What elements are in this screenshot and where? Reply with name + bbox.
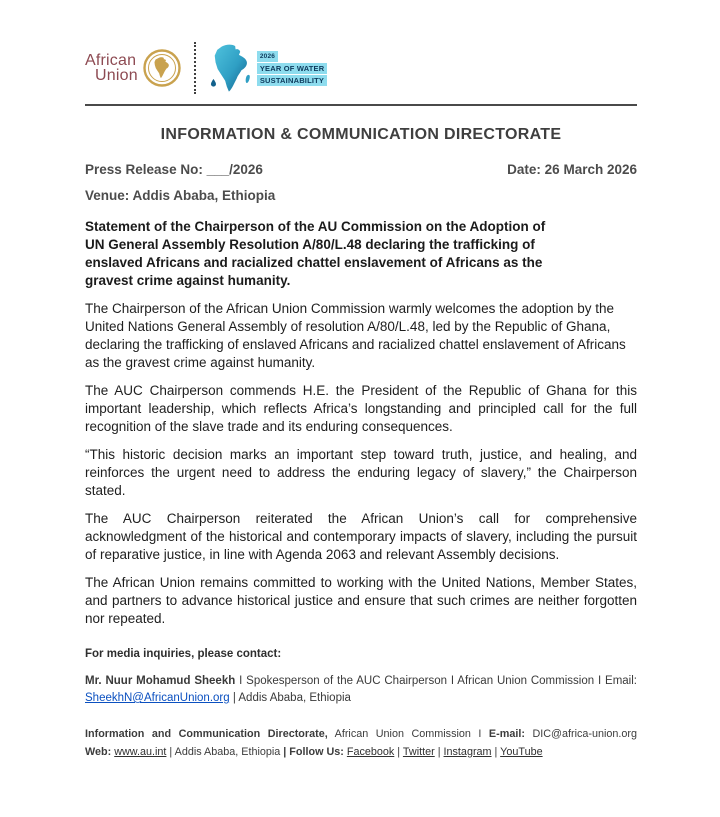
theme-logo-text — [257, 51, 328, 86]
press-release-number: Press Release No: ___/2026 — [85, 162, 263, 177]
footer-directorate: Information and Communication Directorate, — [85, 728, 328, 740]
twitter-link[interactable]: Twitter — [402, 746, 435, 758]
follow-us-label: | Follow Us: — [283, 746, 347, 758]
footer-line-1 — [85, 725, 637, 743]
contact-text: I Spokesperson of the AUC Chairperson I African Union Commission I Email: — [235, 675, 637, 687]
theme-year-logo — [210, 44, 328, 92]
theme-logo-line2: SUSTAINABILITY — [257, 75, 327, 86]
separator: | — [394, 746, 403, 758]
statement-title: Statement of the Chairperson of the AU Commission on the Adoption of UN General Assembly Resolution A/80/L.48 declaring the trafficking of enslaved Africans and racialized chattel enslavement of Africans as the gravest crime against humanity. — [85, 219, 546, 288]
youtube-link[interactable]: YouTube — [500, 746, 543, 758]
theme-year-badge: 2026 — [257, 51, 278, 62]
instagram-link[interactable]: Instagram — [443, 746, 492, 758]
statement-paragraph: The AUC Chairperson commends H.E. the President of the Republic of Ghana for this important leadership, which reflects Africa’s longstanding and principled call for the full recognition of the slave trade and its enduring consequences. — [85, 383, 637, 434]
footer-commission: African Union Commission I — [327, 728, 489, 740]
footer — [85, 725, 637, 761]
statement-paragraph: “This historic decision marks an important step toward truth, justice, and healing, and reinforces the urgent need to address the enduring legacy of slavery,” the Chairperson stated. — [85, 447, 637, 498]
header-logos — [85, 40, 637, 96]
venue-label: Venue: Addis Ababa, Ethiopia — [85, 188, 276, 203]
footer-web-label: Web: — [85, 746, 115, 758]
directorate-title: INFORMATION & COMMUNICATION DIRECTORATE — [160, 126, 562, 143]
theme-logo-line1: YEAR OF WATER — [257, 63, 328, 74]
statement-body — [85, 300, 637, 628]
header-rule — [85, 104, 637, 106]
footer-email-address: DIC@africa-union.org — [524, 728, 638, 740]
facebook-link[interactable]: Facebook — [346, 746, 395, 758]
au-logo-line1: African — [85, 52, 137, 69]
au-emblem-icon — [142, 48, 182, 88]
statement-paragraph: The African Union remains committed to working with the United Nations, Member States, and partners to advance historical justice and ensure that such crimes are neither forgotten nor repeated. — [85, 575, 637, 626]
email-link[interactable]: SheekhN@AfricanUnion.org — [85, 692, 230, 704]
spokesperson-name: Mr. Nuur Mohamud Sheekh — [85, 675, 236, 687]
footer-location: | Addis Ababa, Ethiopia — [166, 746, 284, 758]
au-logo-line2: Union — [95, 67, 138, 84]
african-union-logo — [85, 48, 182, 88]
website-link[interactable]: www.au.int — [114, 746, 167, 758]
press-release-row — [85, 162, 637, 177]
footer-email-label: E-mail: — [488, 728, 525, 740]
africa-map-icon — [210, 44, 252, 92]
separator: | — [491, 746, 501, 758]
media-inquiries-heading: For media inquiries, please contact: — [85, 648, 282, 660]
statement-paragraph: The Chairperson of the African Union Commission warmly welcomes the adoption by the United Nations General Assembly of resolution A/80/L.48, led by the Republic of Ghana, declaring the trafficking of enslaved Africans and racialized chattel enslavement of Africans as the gravest crime against humanity. — [85, 301, 626, 370]
separator: | — [434, 746, 444, 758]
au-logo-text — [85, 53, 138, 83]
date-label: Date: 26 March 2026 — [507, 162, 637, 177]
contact-location: | Addis Ababa, Ethiopia — [229, 692, 351, 704]
logo-divider — [194, 42, 196, 94]
statement-paragraph: The AUC Chairperson reiterated the African Union’s call for comprehensive acknowledgment of the historical and contemporary impacts of slavery, including the pursuit of reparative justice, in line with Agenda 2063 and relevant Assembly decisions. — [85, 511, 637, 562]
footer-line-2 — [85, 743, 637, 761]
contact-line — [85, 673, 637, 707]
